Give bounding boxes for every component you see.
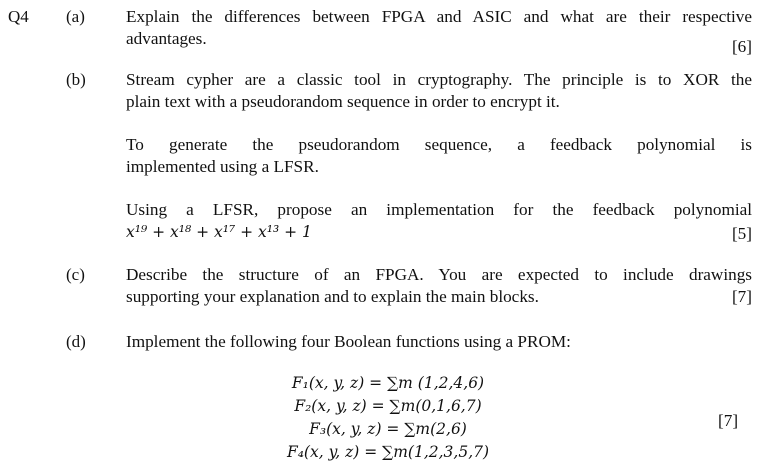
part-d-marks: [7]	[718, 411, 739, 430]
part-a-marks: [6]	[731, 37, 752, 56]
part-a-line-2	[126, 28, 752, 56]
part-a-line-2-text: advantages.	[126, 29, 207, 48]
function-f2: F₂(x, y, z) = ∑m(0,1,6,7)	[294, 397, 482, 415]
question-number: Q4	[8, 7, 29, 26]
part-b-para-2	[126, 134, 752, 178]
part-d-text	[126, 331, 752, 353]
part-a-text	[126, 6, 752, 56]
part-c-line-1: Describe the structure of an FPGA. You are expected to include drawings	[126, 265, 752, 284]
part-a-label: (a)	[66, 7, 85, 26]
part-b-marks: [5]	[731, 224, 752, 243]
part-c-line-2-text: supporting your explanation and to explain the main blocks.	[126, 287, 539, 306]
function-f1: F₁(x, y, z) = ∑m (1,2,4,6)	[291, 374, 485, 392]
part-b-para-1-line-1: Stream cypher are a classic tool in cryptography. The principle is to XOR the	[126, 70, 752, 89]
part-c-line-2	[126, 286, 752, 308]
part-d-line-1: Implement the following four Boolean functions using a PROM:	[126, 332, 571, 351]
part-c-text	[126, 264, 752, 308]
function-f4: F₄(x, y, z) = ∑m(1,2,3,5,7)	[286, 443, 490, 461]
part-b-para-2-line-2: implemented using a LFSR.	[126, 157, 319, 176]
feedback-polynomial: x¹⁹ + x¹⁸ + x¹⁷ + x¹³ + 1	[126, 223, 312, 241]
part-c-marks: [7]	[731, 287, 752, 306]
part-b-polynomial-line	[126, 221, 752, 243]
part-b-label: (b)	[66, 70, 86, 89]
function-f3: F₃(x, y, z) = ∑m(2,6)	[309, 420, 467, 438]
boolean-functions	[238, 372, 538, 464]
part-b-para-1	[126, 69, 752, 113]
part-b-para-3-line-1: Using a LFSR, propose an implementation for the feedback polynomial	[126, 200, 752, 219]
part-d-label: (d)	[66, 332, 86, 351]
part-b-para-3	[126, 199, 752, 243]
part-b-para-2-line-1: To generate the pseudorandom sequence, a feedback polynomial is	[126, 135, 752, 154]
part-c-label: (c)	[66, 265, 85, 284]
part-a-line-1: Explain the differences between FPGA and ASIC and what are their respective	[126, 7, 752, 26]
part-b-para-1-line-2: plain text with a pseudorandom sequence in order to encrypt it.	[126, 92, 560, 111]
